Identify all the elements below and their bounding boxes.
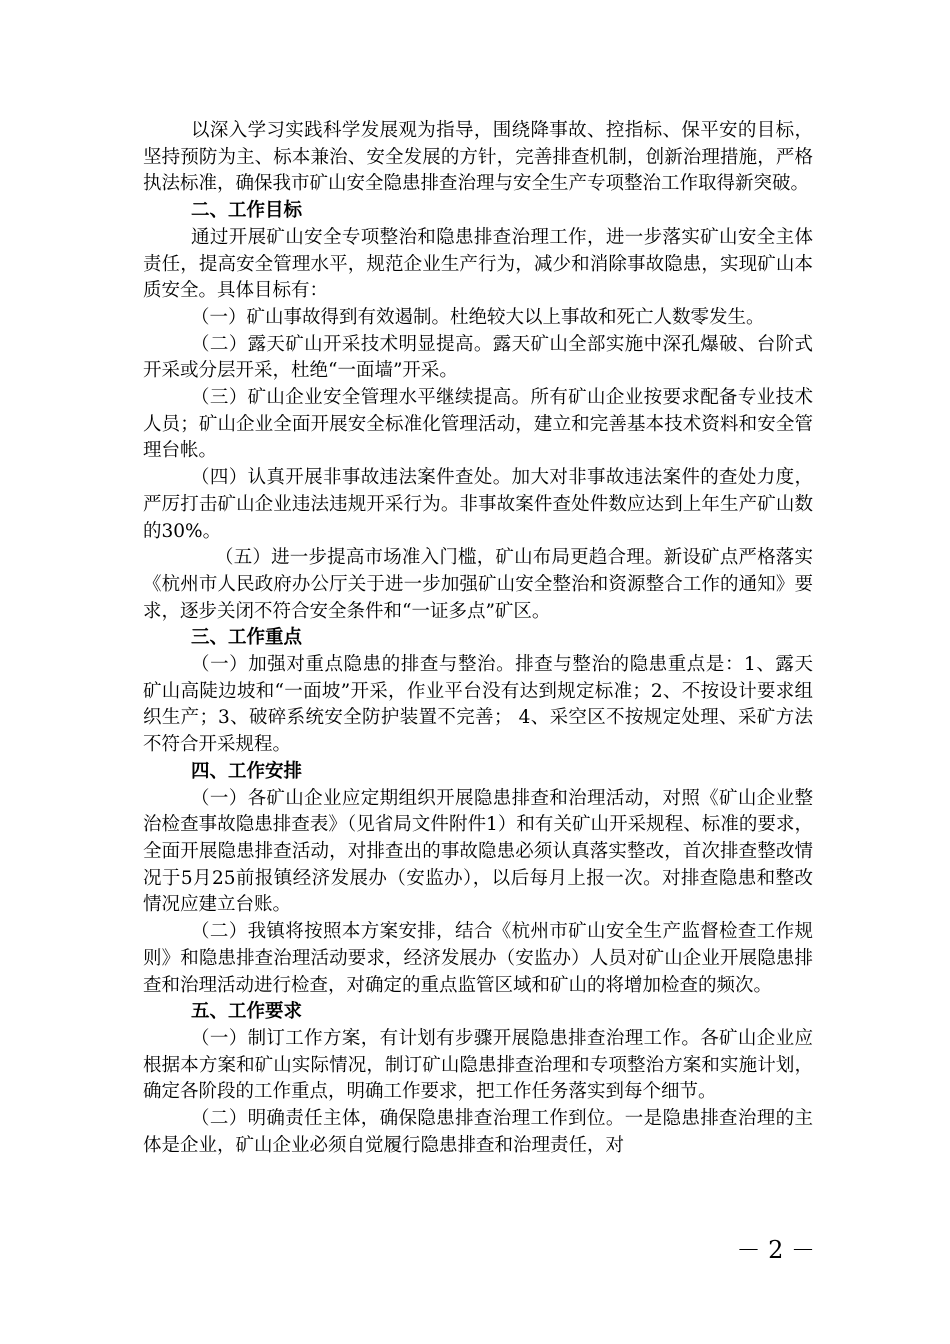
heading-work-arrangement: 四、工作安排: [191, 760, 303, 782]
paragraph-arrangement-1: （一）各矿山企业应定期组织开展隐患排查和治理活动，对照《矿山企业整治检查事故隐患排查表》（见省局文件附件1）和有关矿山开采规程、标准的要求，全面开展隐患排查活动，对排查出的事故隐患必须认真落实整改，首次排查整改情况于5月25前报镇经济发展办（安监办），以后每月上报一次。对排查隐患和整改情况应建立台账。: [143, 787, 813, 916]
document-body: [143, 118, 813, 1159]
paragraph-goal-4: （四）认真开展非事故违法案件查处。加大对非事故违法案件的查处力度，严厉打击矿山企业违法违规开采行为。非事故案件查处件数应达到上年生产矿山数的30%。: [143, 467, 813, 542]
heading-work-goals: 二、工作目标: [191, 200, 303, 222]
paragraph-arrangement-2: （二）我镇将按照本方案安排，结合《杭州市矿山安全生产监督检查工作规则》和隐患排查治理活动要求，经济发展办（安监办）人员对矿山企业开展隐患排查和治理活动进行检查，对确定的重点监管区域和矿山的将增加检查的频次。: [143, 921, 813, 996]
page-number: － 2 －: [736, 1236, 815, 1264]
paragraph-requirement-2: （二）明确责任主体，确保隐患排查治理工作到位。一是隐患排查治理的主体是企业，矿山企业必须自觉履行隐患排查和治理责任，对: [143, 1108, 813, 1156]
paragraph-requirement-1: （一）制订工作方案，有计划有步骤开展隐患排查治理工作。各矿山企业应根据本方案和矿山实际情况，制订矿山隐患排查治理和专项整治方案和实施计划，确定各阶段的工作重点，明确工作要求，把工作任务落实到每个细节。: [143, 1027, 813, 1103]
paragraph-intro: 以深入学习实践科学发展观为指导，围绕降事故、控指标、保平安的目标，坚持预防为主、标本兼治、安全发展的方针，完善排查机制，创新治理措施，严格执法标准，确保我市矿山安全隐患排查治理与安全生产专项整治工作取得新突破。: [143, 120, 813, 195]
paragraph-focus-1: （一）加强对重点隐患的排查与整治。排查与整治的隐患重点是：1、露天矿山高陡边坡和“一面坡”开采，作业平台没有达到规定标准；2、不按设计要求组织生产；3、破碎系统安全防护装置不完善； 4、采空区不按规定处理、采矿方法不符合开采规程。: [143, 654, 813, 756]
heading-work-focus: 三、工作重点: [191, 627, 303, 649]
paragraph-goal-3: （三）矿山企业安全管理水平继续提高。所有矿山企业按要求配备专业技术人员；矿山企业全面开展安全标准化管理活动，建立和完善基本技术资料和安全管理台帐。: [143, 387, 813, 462]
paragraph-goal-1: （一）矿山事故得到有效遏制。杜绝较大以上事故和死亡人数零发生。: [191, 306, 765, 328]
paragraph-goal-2: （二）露天矿山开采技术明显提高。露天矿山全部实施中深孔爆破、台阶式开采或分层开采，杜绝“一面墙”开采。: [143, 333, 813, 382]
paragraph-goal-5: （五）进一步提高市场准入门槛，矿山布局更趋合理。新设矿点严格落实《杭州市人民政府办公厅关于进一步加强矿山安全整治和资源整合工作的通知》要求，逐步关闭不符合安全条件和“一证多点”矿区。: [143, 547, 813, 622]
paragraph-goals-intro: 通过开展矿山安全专项整治和隐患排查治理工作，进一步落实矿山安全主体责任，提高安全管理水平，规范企业生产行为，减少和消除事故隐患，实现矿山本质安全。具体目标有：: [143, 226, 813, 302]
heading-work-requirements: 五、工作要求: [191, 1001, 303, 1023]
